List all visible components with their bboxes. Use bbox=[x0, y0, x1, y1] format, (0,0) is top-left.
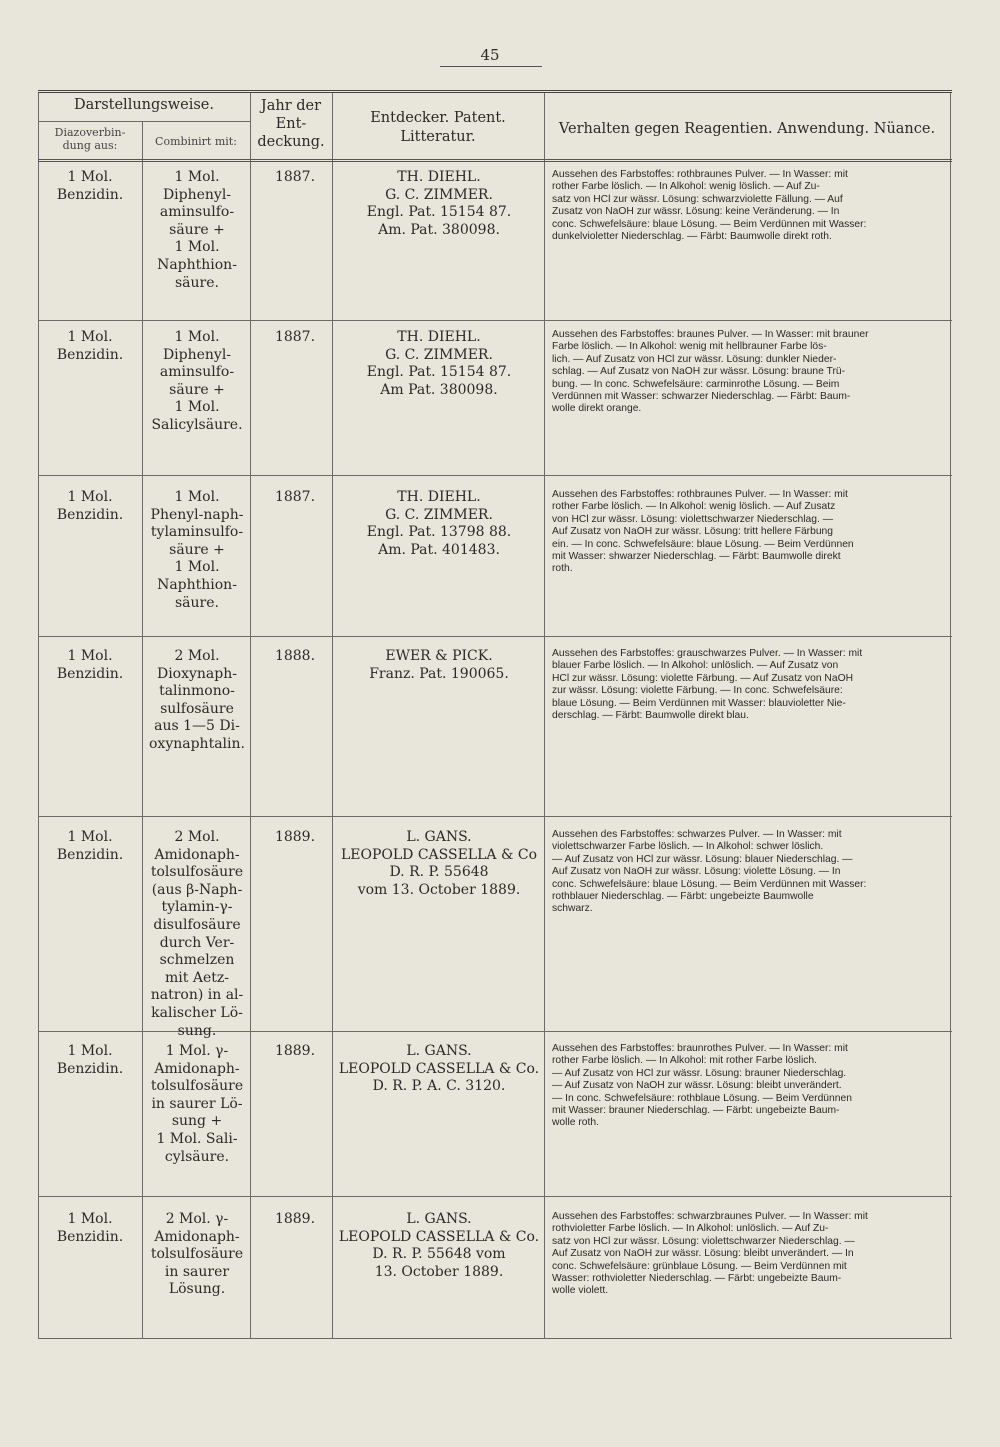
row-rule bbox=[38, 816, 952, 817]
header-entdecker: Entdecker. Patent. Litteratur. bbox=[370, 110, 506, 145]
column-rule bbox=[142, 121, 143, 1338]
verhalten-cell: Aussehen des Farbstoffes: rothbraunes Pulver. — In Wasser: mit rother Farbe löslich. — In Alkohol: wenig löslich. — Auf Zusatz von HCl zur wässr. Lösung: violettschwarzer Niederschlag. — Auf Zusatz von NaOH zur wässr. Lösung: tritt hellere Färbung ein. — In conc. Schwefelsäure: blaue Lösung. — Beim Verdünnen mit Wasser: shwarzer Niederschlag. — Färbt: Baumwolle direkt roth. bbox=[552, 489, 854, 575]
diazo-cell: 1 Mol. Benzidin. bbox=[56, 169, 124, 203]
header-darstellung: Darstellungsweise. bbox=[74, 97, 214, 113]
page-number-rule bbox=[440, 66, 542, 67]
column-rule bbox=[38, 93, 39, 1338]
verhalten-cell: Aussehen des Farbstoffes: rothbraunes Pulver. — In Wasser: mit rother Farbe löslich. — In Alkohol: wenig löslich. — Auf Zu- satz von HCl zur wässr. Lösung: schwarzviolette Fällung. — Auf Zusatz von NaOH zur wässr. Lösung: keine Veränderung. — In conc. Schwefelsäure: blaue Lösung. — Beim Verdünnen mit Wasser: dunkelvioletter Niederschlag. — Färbt: Baumwolle direkt roth. bbox=[552, 169, 867, 243]
row-rule bbox=[38, 475, 952, 476]
page-number: 45 bbox=[480, 46, 500, 64]
jahr-cell: 1887. bbox=[274, 329, 316, 345]
header-verhalten: Verhalten gegen Reagentien. Anwendung. Nüance. bbox=[558, 121, 936, 137]
combinirt-cell: 2 Mol. Amidonaph- tolsulfosäure (aus β-Naph- tylamin-γ- disulfosäure durch Ver- schmelzen mit Aetz- natron) in al- kalischer Lö- sung. bbox=[150, 829, 244, 1039]
header-diazo: Diazoverbin- dung aus: bbox=[54, 126, 126, 153]
header-combinirt: Combinirt mit: bbox=[155, 135, 237, 148]
diazo-cell: 1 Mol. Benzidin. bbox=[56, 648, 124, 682]
entdecker-cell: TH. DIEHL. G. C. ZIMMER. Engl. Pat. 15154 87. Am. Pat. 380098. bbox=[366, 169, 512, 238]
combinirt-cell: 1 Mol. γ- Amidonaph- tolsulfosäure in saurer Lö- sung + 1 Mol. Sali- cylsäure. bbox=[150, 1043, 244, 1165]
verhalten-cell: Aussehen des Farbstoffes: braunes Pulver. — In Wasser: mit brauner Farbe löslich. — In Alkohol: wenig mit hellbrauner Farbe lös- lich. — Auf Zusatz von HCl zur wässr. Lösung: dunkler Nieder- schlag. — Auf Zusatz von NaOH zur wässr. Lösung: braune Trü- bung. — In conc. Schwefelsäure: carminrothe Lösung. — Beim Verdünnen mit Wasser: schwarzer Niederschlag. — Färbt: Baum- wolle direkt orange. bbox=[552, 329, 869, 415]
combinirt-cell: 2 Mol. γ- Amidonaph- tolsulfosäure in saurer Lösung. bbox=[150, 1211, 244, 1298]
entdecker-cell: L. GANS. LEOPOLD CASSELLA & Co. D. R. P. A. C. 3120. bbox=[338, 1043, 540, 1095]
header-subrule bbox=[38, 121, 250, 122]
verhalten-cell: Aussehen des Farbstoffes: grauschwarzes Pulver. — In Wasser: mit blauer Farbe löslich. — In Alkohol: unlöslich. — Auf Zusatz von HCl zur wässr. Lösung: violette Färbung. — Auf Zusatz von NaOH zur wässr. Lösung: violette Färbung. — In conc. Schwefelsäure: blaue Lösung. — Beim Verdünnen mit Wasser: blauvioletter Nie- derschlag. — Färbt: Baumwolle direkt blau. bbox=[552, 648, 863, 722]
diazo-cell: 1 Mol. Benzidin. bbox=[56, 1211, 124, 1245]
jahr-cell: 1887. bbox=[274, 489, 316, 505]
combinirt-cell: 2 Mol. Dioxynaph- talinmono- sulfosäure aus 1—5 Di- oxynaphtalin. bbox=[149, 648, 245, 752]
entdecker-cell: EWER & PICK. Franz. Pat. 190065. bbox=[369, 648, 509, 682]
verhalten-cell: Aussehen des Farbstoffes: schwarzbraunes Pulver. — In Wasser: mit rothvioletter Farbe löslich. — In Alkohol: unlöslich. — Auf Zu- satz von HCl zur wässr. Lösung: violettschwarzer Niederschlag. — Auf Zusatz von NaOH zur wässr. Lösung: bleibt unverändert. — In conc. Schwefelsäure: grünblaue Lösung. — Beim Verdünnen mit Wasser: rothvioletter Niederschlag. — Färbt: ungebeizte Baum- wolle violett. bbox=[552, 1211, 868, 1297]
column-rule bbox=[332, 93, 333, 1338]
diazo-cell: 1 Mol. Benzidin. bbox=[56, 329, 124, 363]
row-rule bbox=[38, 1196, 952, 1197]
jahr-cell: 1887. bbox=[274, 169, 316, 185]
row-rule bbox=[38, 636, 952, 637]
entdecker-cell: TH. DIEHL. G. C. ZIMMER. Engl. Pat. 15154 87. Am Pat. 380098. bbox=[366, 329, 512, 398]
jahr-cell: 1889. bbox=[274, 829, 316, 845]
column-rule bbox=[250, 93, 251, 1338]
jahr-cell: 1888. bbox=[274, 648, 316, 664]
header-rule bbox=[38, 159, 952, 162]
entdecker-cell: L. GANS. LEOPOLD CASSELLA & Co D. R. P. 55648 vom 13. October 1889. bbox=[340, 829, 538, 898]
jahr-cell: 1889. bbox=[274, 1211, 316, 1227]
jahr-cell: 1889. bbox=[274, 1043, 316, 1059]
row-rule bbox=[38, 320, 952, 321]
dye-table bbox=[38, 90, 952, 1339]
combinirt-cell: 1 Mol. Diphenyl- aminsulfo- säure + 1 Mol. Naphthion- säure. bbox=[157, 169, 237, 291]
header-jahr: Jahr der Ent- deckung. bbox=[257, 98, 325, 150]
verhalten-cell: Aussehen des Farbstoffes: braunrothes Pulver. — In Wasser: mit rother Farbe löslich. — In Alkohol: mit rother Farbe löslich. — Auf Zusatz von HCl zur wässr. Lösung: brauner Niederschlag. — Auf Zusatz von NaOH zur wässr. Lösung: bleibt unverändert. — In conc. Schwefelsäure: rothblaue Lösung. — Beim Verdünnen mit Wasser: brauner Niederschlag. — Färbt: ungebeizte Baum- wolle roth. bbox=[552, 1043, 852, 1129]
entdecker-cell: TH. DIEHL. G. C. ZIMMER. Engl. Pat. 13798 88. Am. Pat. 401483. bbox=[366, 489, 512, 558]
verhalten-cell: Aussehen des Farbstoffes: schwarzes Pulver. — In Wasser: mit violettschwarzer Farbe löslich. — In Alkohol: schwer löslich. — Auf Zusatz von HCl zur wässr. Lösung: blauer Niederschlag. — Auf Zusatz von NaOH zur wässr. Lösung: violette Lösung. — In conc. Schwefelsäure: blaue Lösung. — Beim Verdünnen mit Wasser: rothblauer Niederschlag. — Färbt: ungebeizte Baumwolle schwarz. bbox=[552, 829, 867, 915]
diazo-cell: 1 Mol. Benzidin. bbox=[56, 489, 124, 523]
diazo-cell: 1 Mol. Benzidin. bbox=[56, 829, 124, 863]
combinirt-cell: 1 Mol. Phenyl-naph- tylaminsulfo- säure + 1 Mol. Naphthion- säure. bbox=[150, 489, 244, 611]
diazo-cell: 1 Mol. Benzidin. bbox=[56, 1043, 124, 1077]
entdecker-cell: L. GANS. LEOPOLD CASSELLA & Co. D. R. P. 55648 vom 13. October 1889. bbox=[338, 1211, 540, 1280]
column-rule bbox=[544, 93, 545, 1338]
combinirt-cell: 1 Mol. Diphenyl- aminsulfo- säure + 1 Mol. Salicylsäure. bbox=[151, 329, 243, 433]
